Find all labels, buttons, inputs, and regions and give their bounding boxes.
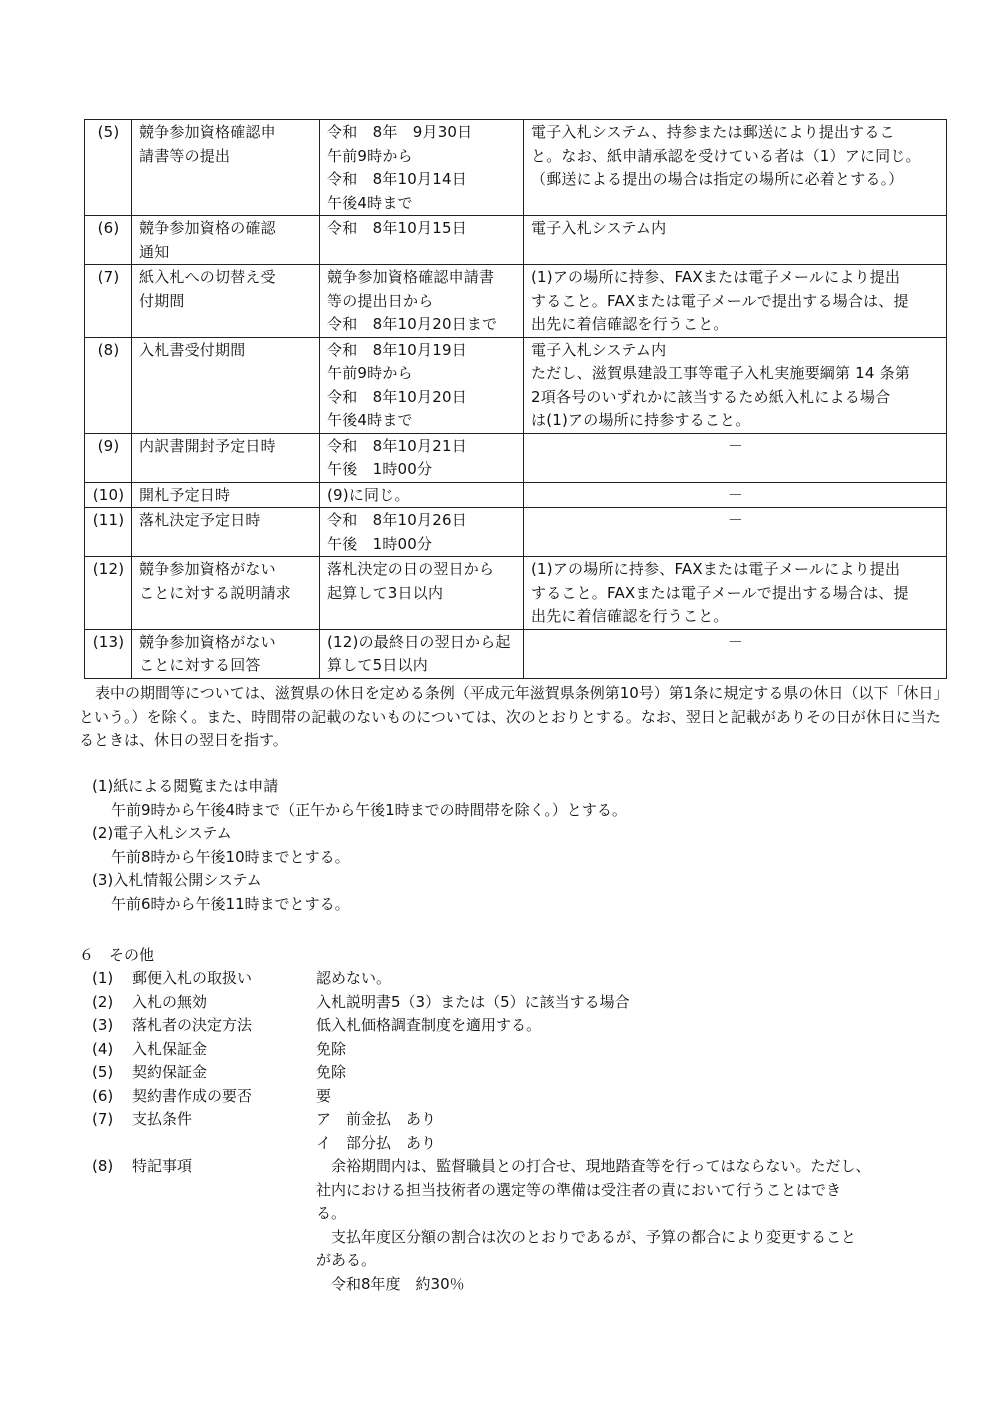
schedule-row-number: (13) — [85, 629, 132, 678]
section-6-item-label: 落札者の決定方法 — [132, 1016, 253, 1034]
note-paragraph: 表中の期間等については、滋賀県の休日を定める条例（平成元年滋賀県条例第10号）第1条に規定する県の休日（以下「休日」という。）を除く。また、時間帯の記載のないものについては、次のとおりとする。なお、翌日と記載がありその日が休日に当たるときは、休日の翌日を指す。 — [79, 684, 949, 749]
section-6-item-value-line: 低入札価格調査制度を適用する。 — [316, 1016, 542, 1034]
schedule-remarks-line: 出先に着信確認を行うこと。 — [531, 607, 729, 625]
hours-item — [92, 775, 952, 822]
schedule-row-number: (7) — [85, 265, 132, 338]
schedule-remarks-line: すること。FAXまたは電子メールで提出する場合は、提 — [531, 291, 909, 310]
hours-item — [92, 822, 952, 869]
schedule-period-cell — [320, 482, 524, 508]
section-6-item-value-line: 要 — [316, 1086, 332, 1105]
section-6-item-value-line: 社内における担当技術者の選定等の準備は受注者の責において行うことはでき — [316, 1180, 842, 1199]
schedule-remarks-line: は(1)アの場所に持参すること。 — [531, 411, 751, 429]
schedule-remarks-line: と。なお、紙申請承認を受けている者は（1）アに同じ。 — [531, 146, 921, 165]
section-6-item-value — [316, 967, 922, 991]
hours-item-body: 午前9時から午後4時まで（正午から午後1時までの時間帯を除く。）とする。 — [111, 800, 627, 819]
schedule-period-line: 令和 8年10月20日 — [327, 387, 467, 406]
schedule-item-line: 入札書受付期間 — [139, 340, 246, 359]
schedule-remarks-line: － — [727, 485, 744, 504]
schedule-row-number: (10) — [85, 482, 132, 508]
schedule-row — [85, 508, 947, 557]
schedule-remarks-line: (1)アの場所に持参、FAXまたは電子メールにより提出 — [531, 560, 901, 578]
schedule-period-line: 令和 8年10月21日 — [327, 436, 467, 455]
schedule-remarks-cell — [524, 120, 947, 216]
schedule-period-line: (12)の最終日の翌日から起 — [327, 632, 511, 651]
schedule-remarks-cell — [524, 433, 947, 482]
schedule-remarks-cell — [524, 557, 947, 630]
section-6-item-value-line: 支払年度区分額の割合は次のとおりであるが、予算の都合により変更すること — [316, 1227, 857, 1246]
schedule-item-line: 競争参加資格がない — [139, 560, 276, 578]
schedule-period-line: 午後4時まで — [327, 411, 413, 429]
section-6-item-value — [316, 1038, 922, 1062]
schedule-period-cell — [320, 337, 524, 433]
business-hours-list — [92, 775, 952, 916]
schedule-item-line: 請書等の提出 — [139, 146, 231, 165]
schedule-item-cell — [132, 629, 320, 678]
schedule-period-cell — [320, 433, 524, 482]
schedule-period-line: 令和 8年10月15日 — [327, 219, 467, 237]
schedule-row — [85, 337, 947, 433]
schedule-remarks-line: － — [727, 511, 744, 529]
section-6-item-number: (6) — [92, 1086, 114, 1105]
schedule-table-body — [85, 120, 947, 679]
section-6-item-value-line: 令和8年度 約30％ — [316, 1274, 465, 1293]
section-6-heading: ６ その他 — [79, 946, 155, 964]
section-6-item-value — [316, 1155, 922, 1296]
schedule-remarks-cell — [524, 482, 947, 508]
section-6-item — [92, 967, 922, 991]
hours-item — [92, 869, 952, 916]
section-6-item-value-line: 余裕期間内は、監督職員との打合せ、現地踏査等を行ってはならない。ただし、 — [316, 1157, 871, 1175]
section-6-item-number: (7) — [92, 1110, 114, 1128]
schedule-item-line: 紙入札への切替え受 — [139, 268, 276, 286]
section-6-item-value — [316, 1061, 922, 1085]
schedule-row — [85, 216, 947, 265]
schedule-period-line: 等の提出日から — [327, 291, 434, 310]
schedule-period-line: 落札決定の日の翌日から — [327, 560, 495, 578]
schedule-period-cell — [320, 629, 524, 678]
schedule-item-cell — [132, 120, 320, 216]
schedule-period-line: 競争参加資格確認申請書 — [327, 268, 495, 286]
schedule-period-line: 午後4時まで — [327, 193, 413, 212]
schedule-period-line: 起算して3日以内 — [327, 583, 444, 602]
schedule-item-line: 競争参加資格がない — [139, 632, 276, 651]
schedule-period-cell — [320, 265, 524, 338]
schedule-item-cell — [132, 337, 320, 433]
schedule-item-line: ことに対する説明請求 — [139, 583, 292, 602]
schedule-item-cell — [132, 216, 320, 265]
schedule-item-line: 通知 — [139, 242, 170, 261]
schedule-row-number: (6) — [85, 216, 132, 265]
schedule-remarks-line: すること。FAXまたは電子メールで提出する場合は、提 — [531, 583, 909, 602]
hours-item-body: 午前8時から午後10時までとする。 — [111, 847, 350, 866]
hours-item-body: 午前6時から午後11時までとする。 — [111, 894, 350, 913]
section-6-item — [92, 991, 922, 1015]
schedule-row-number: (9) — [85, 433, 132, 482]
schedule-item-line: 競争参加資格確認申 — [139, 123, 276, 141]
schedule-remarks-line: 2項各号のいずれかに該当するため紙入札による場合 — [531, 387, 891, 406]
schedule-row-number: (11) — [85, 508, 132, 557]
schedule-period-line: 令和 8年 9月30日 — [327, 123, 473, 141]
section-6-item-value-line: イ 部分払 あり — [316, 1133, 437, 1152]
section-6-item-number: (2) — [92, 992, 114, 1011]
section-6-item-label: 特記事項 — [132, 1157, 193, 1175]
schedule-remarks-line: － — [727, 436, 744, 455]
schedule-note — [79, 682, 955, 753]
schedule-period-line: 令和 8年10月26日 — [327, 511, 467, 529]
hours-item-title: (1)紙による閲覧または申請 — [92, 777, 279, 795]
hours-item-title: (3)入札情報公開システム — [92, 871, 262, 889]
schedule-item-line: ことに対する回答 — [139, 656, 261, 674]
schedule-remarks-line: （郵送による提出の場合は指定の場所に必着とする。） — [531, 170, 904, 188]
section-6-item-value-line: 入札説明書5（3）または（5）に該当する場合 — [316, 992, 630, 1011]
section-6-item-value-line: 免除 — [316, 1063, 347, 1081]
schedule-period-line: 算して5日以内 — [327, 656, 428, 674]
schedule-item-cell — [132, 482, 320, 508]
hours-item-title: (2)電子入札システム — [92, 824, 232, 842]
schedule-period-cell — [320, 557, 524, 630]
section-6-item-value-line: 認めない。 — [316, 969, 392, 987]
section-6-item-value-line: がある。 — [316, 1251, 377, 1269]
schedule-item-cell — [132, 557, 320, 630]
schedule-remarks-cell — [524, 337, 947, 433]
schedule-item-line: 付期間 — [139, 291, 185, 310]
section-6-item — [92, 1108, 922, 1155]
section-6-item-label: 支払条件 — [132, 1110, 193, 1128]
section-6-item-value — [316, 991, 922, 1015]
schedule-remarks-cell — [524, 265, 947, 338]
schedule-remarks-line: 電子入札システム内 — [531, 219, 667, 237]
schedule-period-cell — [320, 216, 524, 265]
schedule-item-line: 開札予定日時 — [139, 485, 231, 504]
schedule-period-line: 午前9時から — [327, 146, 413, 165]
schedule-period-line: (9)に同じ。 — [327, 485, 410, 504]
section-6-item — [92, 1038, 922, 1062]
schedule-row — [85, 482, 947, 508]
schedule-row — [85, 557, 947, 630]
schedule-period-line: 午前9時から — [327, 364, 413, 382]
schedule-remarks-cell — [524, 629, 947, 678]
section-6-item-number: (3) — [92, 1016, 114, 1034]
section-6-item-value-line: ア 前金払 あり — [316, 1110, 437, 1128]
section-6-item — [92, 1085, 922, 1109]
section-6-item-label: 契約書作成の要否 — [132, 1086, 253, 1105]
schedule-period-line: 令和 8年10月19日 — [327, 340, 467, 359]
schedule-remarks-line: 出先に着信確認を行うこと。 — [531, 315, 729, 333]
schedule-period-cell — [320, 120, 524, 216]
schedule-row — [85, 120, 947, 216]
schedule-period-line: 令和 8年10月20日まで — [327, 315, 498, 333]
section-6-item-number: (1) — [92, 969, 114, 987]
schedule-item-line: 競争参加資格の確認 — [139, 219, 276, 237]
schedule-period-line: 午後 1時00分 — [327, 460, 433, 478]
section-6-item-label: 契約保証金 — [132, 1063, 208, 1081]
schedule-item-cell — [132, 508, 320, 557]
section-6-item — [92, 1014, 922, 1038]
schedule-row-number: (12) — [85, 557, 132, 630]
schedule-remarks-line: ただし、滋賀県建設工事等電子入札実施要綱第 14 条第 — [531, 364, 911, 382]
section-6-item-value — [316, 1014, 922, 1038]
schedule-period-cell — [320, 508, 524, 557]
section-6-item-number: (4) — [92, 1039, 114, 1058]
section-6-item-value-line: 免除 — [316, 1039, 347, 1058]
schedule-row — [85, 629, 947, 678]
section-6-item — [92, 1061, 922, 1085]
section-6-item-value-line: る。 — [316, 1204, 347, 1222]
section-6-item — [92, 1155, 922, 1296]
schedule-period-line: 令和 8年10月14日 — [327, 170, 467, 188]
schedule-row-number: (8) — [85, 337, 132, 433]
schedule-remarks-cell — [524, 216, 947, 265]
section-6-item-value — [316, 1108, 922, 1155]
schedule-item-line: 内訳書開封予定日時 — [139, 436, 276, 455]
schedule-remarks-line: (1)アの場所に持参、FAXまたは電子メールにより提出 — [531, 268, 901, 286]
schedule-remarks-line: － — [727, 632, 744, 651]
section-6-item-label: 入札の無効 — [132, 992, 208, 1011]
schedule-table — [84, 119, 947, 679]
schedule-row — [85, 433, 947, 482]
schedule-remarks-cell — [524, 508, 947, 557]
schedule-item-cell — [132, 433, 320, 482]
schedule-item-line: 落札決定予定日時 — [139, 511, 261, 529]
schedule-period-line: 午後 1時00分 — [327, 534, 433, 553]
section-6-item-label: 郵便入札の取扱い — [132, 969, 253, 987]
section-6-item-value — [316, 1085, 922, 1109]
schedule-item-cell — [132, 265, 320, 338]
section-6-item-label: 入札保証金 — [132, 1039, 208, 1058]
section-6-item-number: (8) — [92, 1157, 114, 1175]
schedule-remarks-line: 電子入札システム内 — [531, 340, 667, 359]
schedule-row-number: (5) — [85, 120, 132, 216]
section-6-item-number: (5) — [92, 1063, 114, 1081]
section-6-list — [92, 967, 922, 1296]
schedule-remarks-line: 電子入札システム、持参または郵送により提出するこ — [531, 123, 895, 141]
schedule-row — [85, 265, 947, 338]
